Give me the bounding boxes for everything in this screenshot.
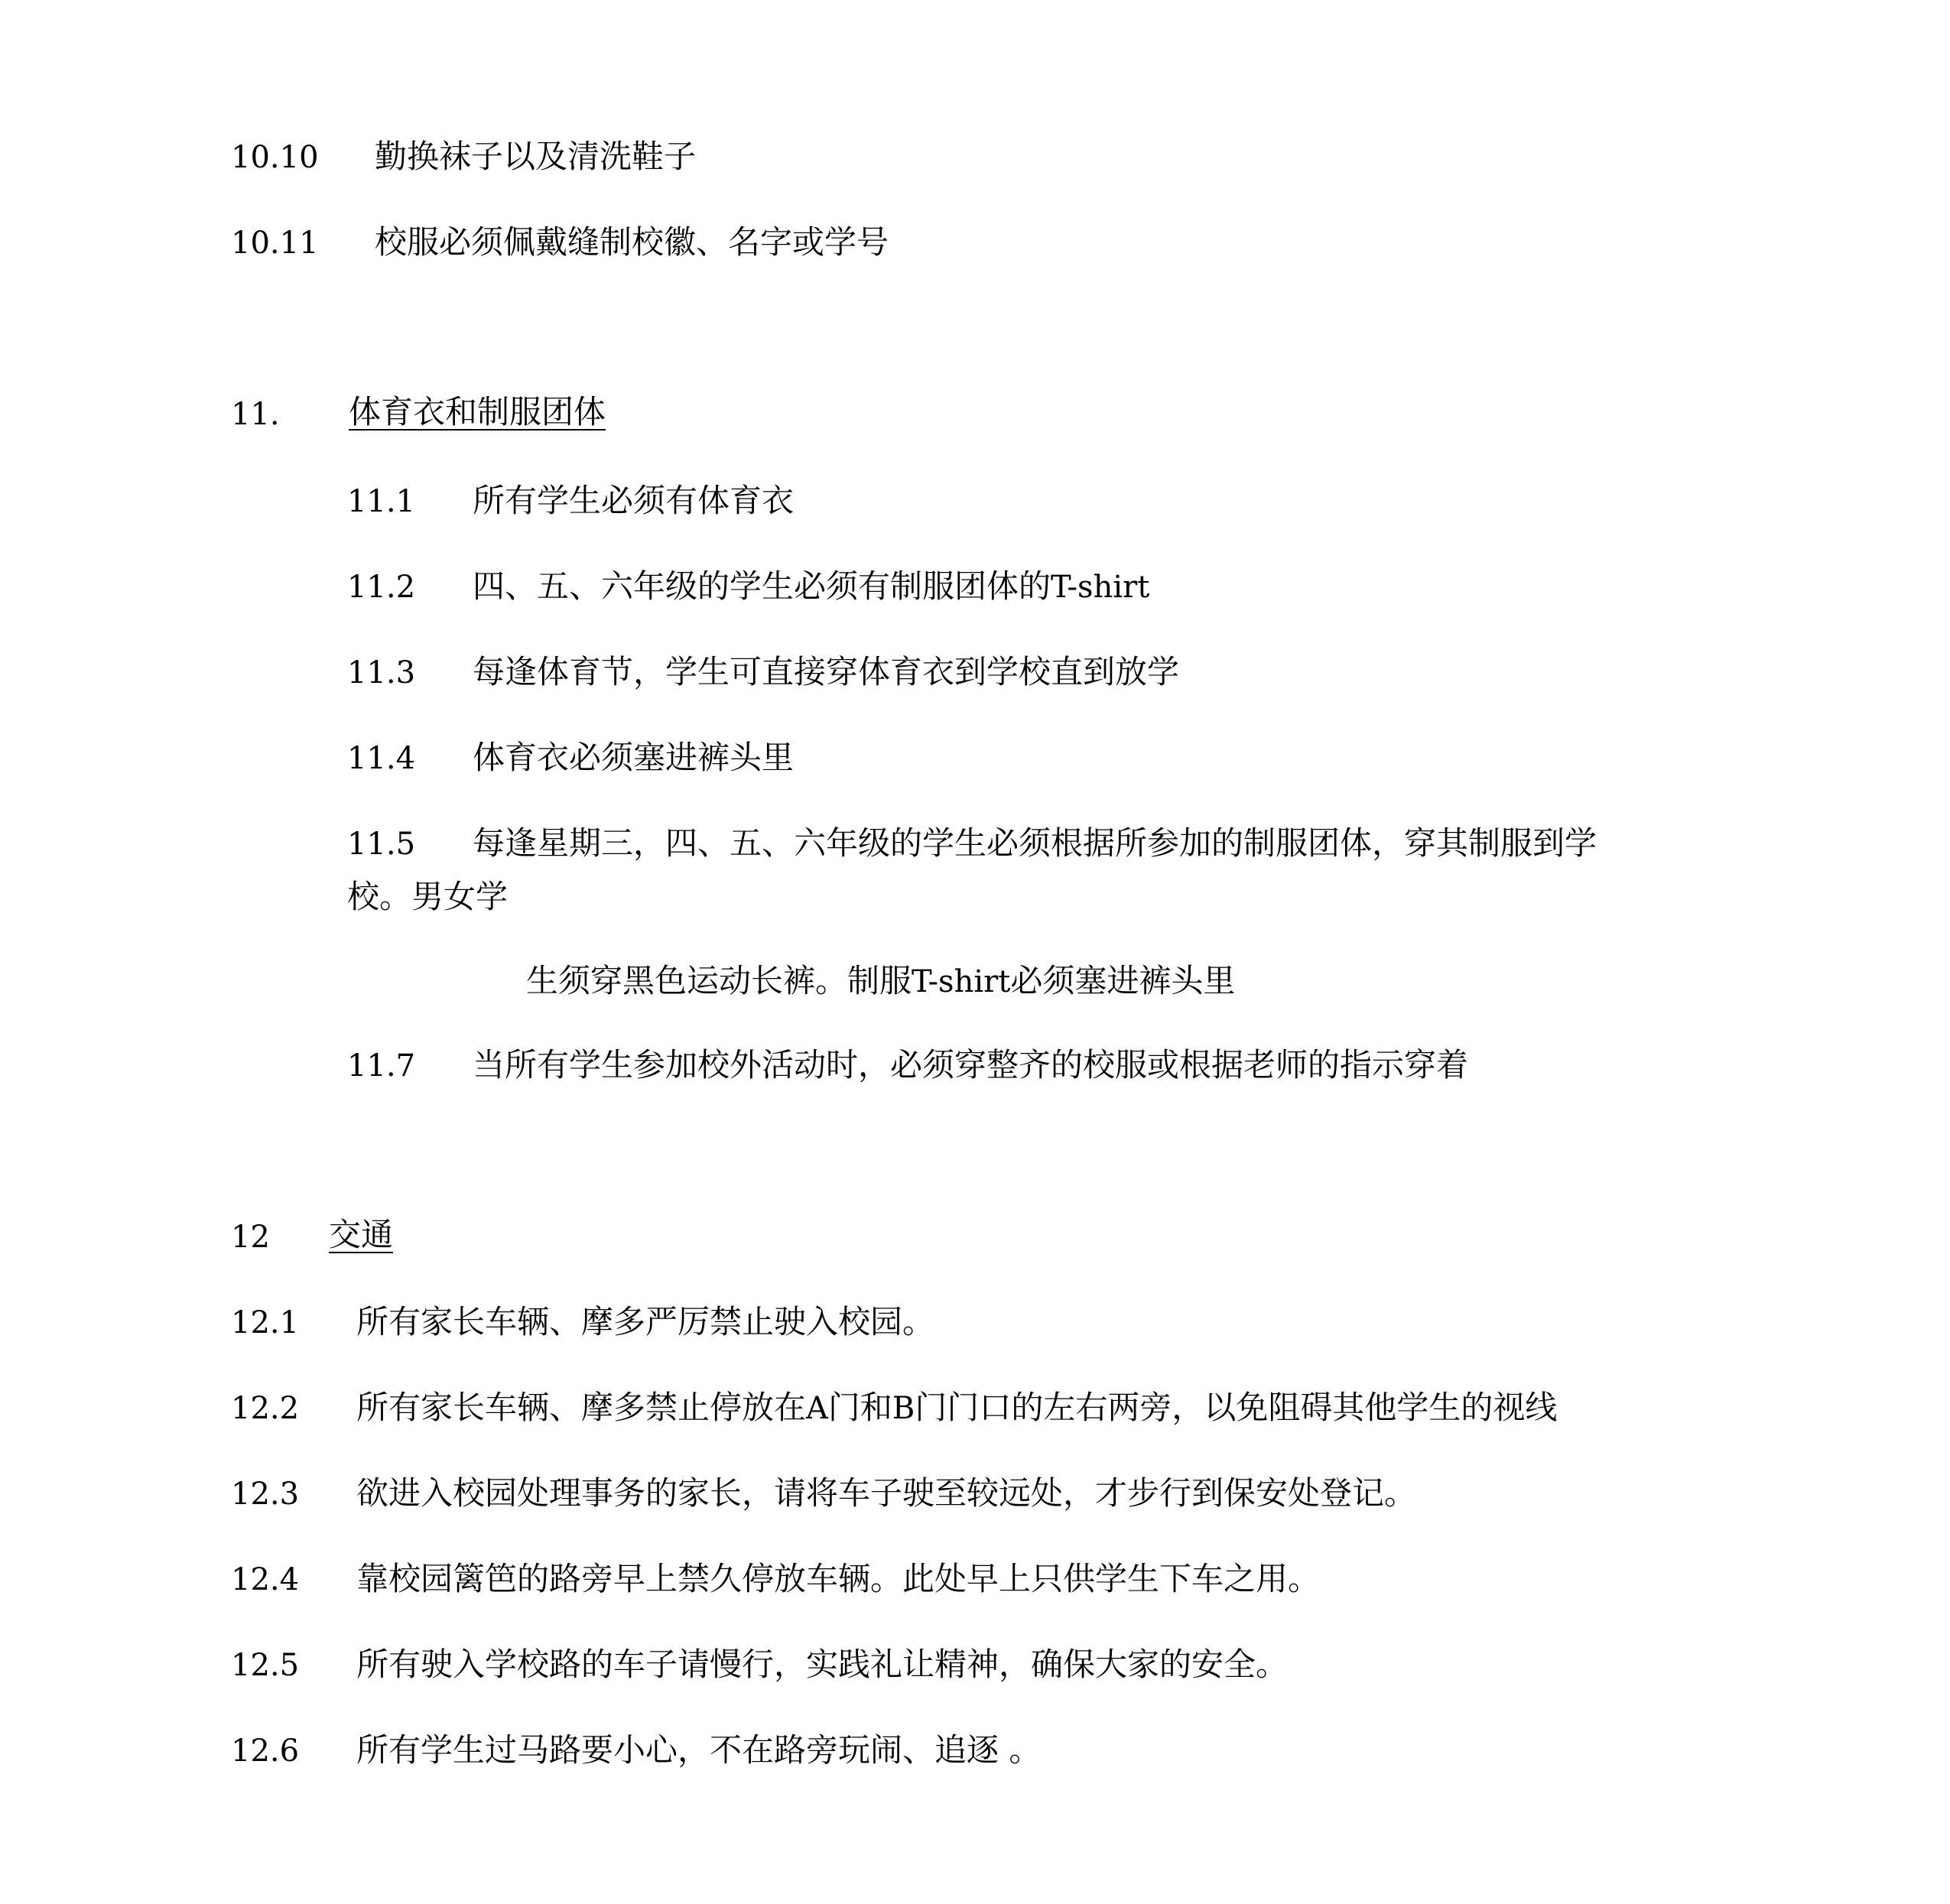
section-heading: 交通 [329,1216,394,1253]
item-text-part: 生须穿黑色运动长裤。制服 [526,962,912,999]
item-text-part: 必须塞进裤头里 [1010,962,1236,999]
item-text [356,1389,1558,1426]
item-text: 当所有学生参加校外活动时，必须穿整齐的校服或根据老师的指示穿着 [473,1046,1469,1084]
item-text-part: 门门口的左右两旁，以免阻碍其他学生的视线 [915,1389,1558,1426]
section-number: 12 [231,1220,270,1255]
item-text: 靠校园篱笆的路旁早上禁久停放车辆。此处早上只供学生下车之用。 [356,1560,1321,1597]
item-number: 11.4 [347,741,416,776]
item-number: 12.3 [231,1477,300,1512]
item-number: 12.1 [231,1305,300,1340]
item-number: 12.5 [231,1648,300,1683]
item-text: 每逢体育节，学生可直接穿体育衣到学校直到放学 [473,653,1180,690]
item-text-part: 四、五、六年级的学生必须有制服团体的 [473,567,1051,605]
item-number: 11.2 [347,570,416,605]
item-text: 欲进入校园处理事务的家长，请将车子驶至较远处，才步行到保安处登记。 [356,1474,1417,1512]
item-text-wrap: 校。男女学 [347,878,509,915]
item-number: 11.7 [347,1048,416,1084]
item-text: 所有驶入学校路的车子请慢行，实践礼让精神，确保大家的安全。 [356,1646,1289,1683]
item-number: 12.4 [231,1562,300,1597]
item-text-latin: B [892,1391,915,1426]
item-text [473,567,1150,605]
item-text: 所有家长车辆、摩多严厉禁止驶入校园。 [356,1303,935,1340]
item-number: 10.10 [231,140,319,175]
item-number: 10.11 [231,226,319,261]
item-text-latin: T-shirt [1051,570,1150,605]
item-text: 所有学生过马路要小心，不在路旁玩闹、追逐 。 [356,1731,1042,1769]
section-heading: 体育衣和制服团体 [349,393,606,431]
section-number: 11. [231,397,280,432]
item-text-part: 所有家长车辆、摩多禁止停放在 [356,1389,807,1426]
item-number: 12.6 [231,1733,300,1769]
item-text-latin: A [806,1391,828,1426]
item-text-latin: T-shirt [912,964,1011,999]
item-text-part: 门和 [827,1389,892,1426]
item-text: 勤换袜子以及清洗鞋子 [375,138,697,175]
item-number: 11.1 [347,484,416,519]
item-number: 11.5 [347,827,416,862]
item-text: 体育衣必须塞进裤头里 [473,739,795,776]
item-text: 所有学生必须有体育衣 [473,482,795,519]
item-number: 12.2 [231,1391,300,1426]
item-text: 每逢星期三，四、五、六年级的学生必须根据所参加的制服团体，穿其制服到学 [473,824,1597,862]
item-text: 校服必须佩戴缝制校徽、名字或学号 [375,223,889,261]
item-text [526,962,1236,999]
item-number: 11.3 [347,655,416,690]
